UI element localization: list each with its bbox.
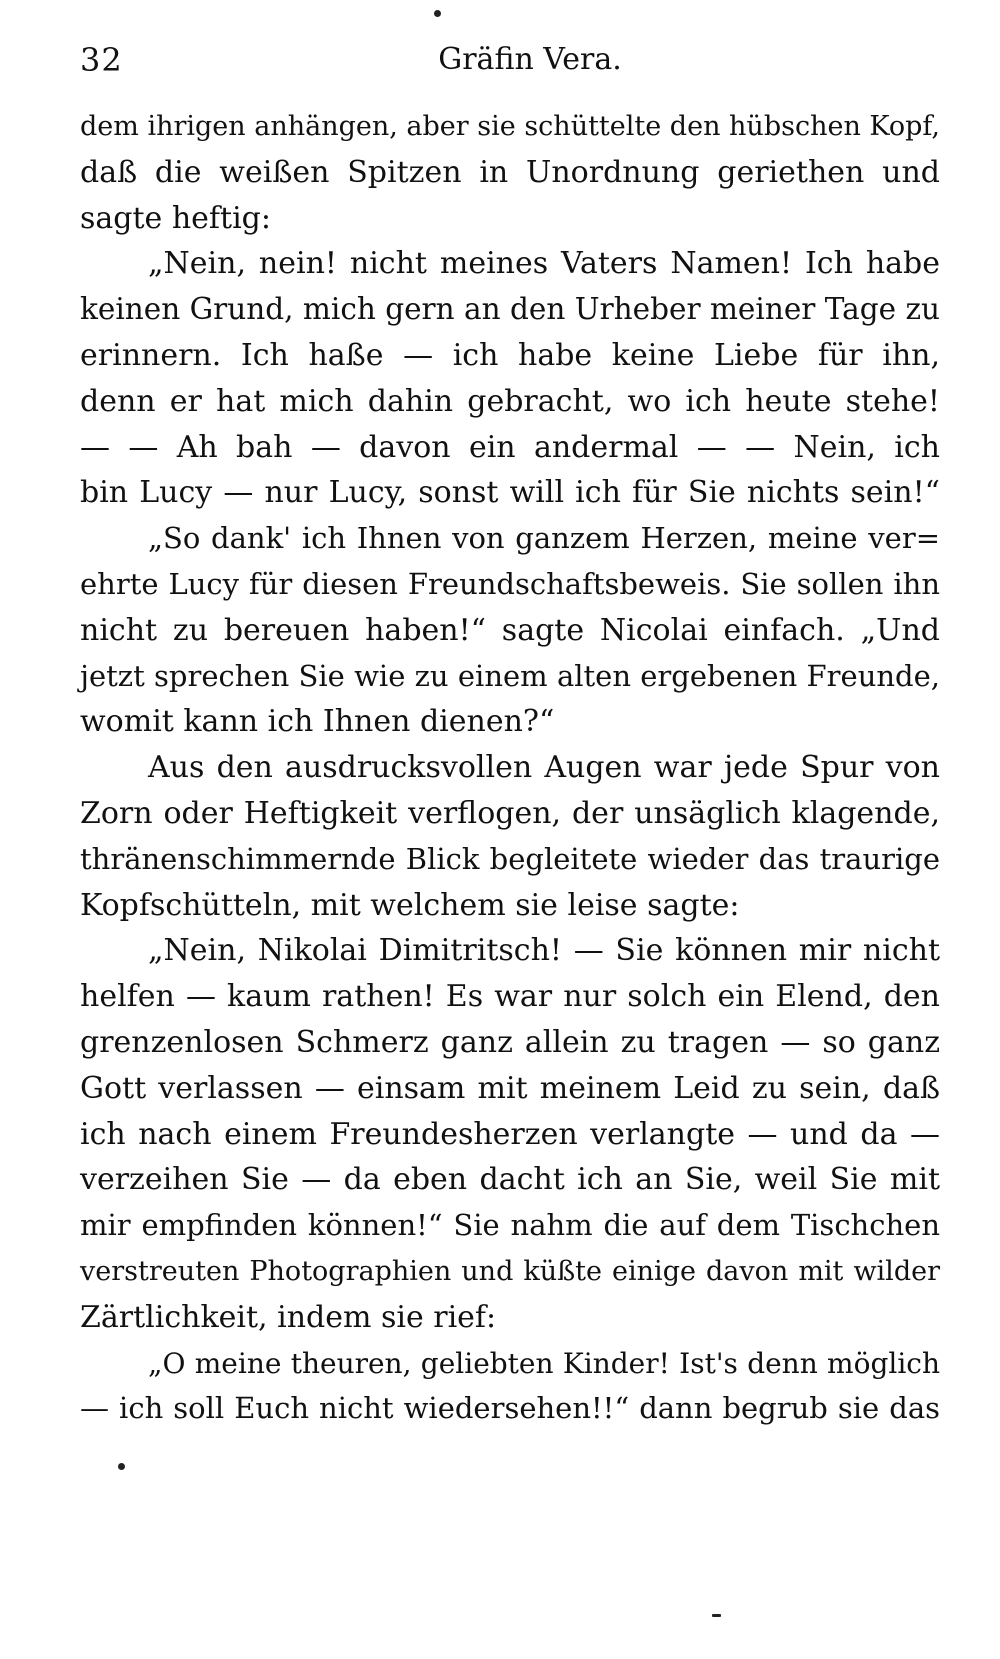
text-line: verstreuten Photographien und küßte einige davon mit wilder	[80, 1255, 940, 1287]
text-line: Zärtlichkeit, indem sie rief:	[80, 1299, 497, 1335]
text-line: — ich soll Euch nicht wiedersehen!!“ dann begrub sie das	[80, 1391, 940, 1426]
text-line: Gott verlassen — einsam mit meinem Leid zu sein, daß	[80, 1070, 940, 1106]
text-line: „Nein, Nikolai Dimitritsch! — Sie können mir nicht	[148, 933, 940, 969]
page-number: 32	[80, 41, 123, 79]
text-line: jetzt sprechen Sie wie zu einem alten ergebenen Freunde,	[80, 658, 940, 693]
page-header	[80, 38, 940, 82]
text-line: dem ihrigen anhängen, aber sie schüttelte den hübschen Kopf,	[80, 111, 941, 142]
text-line: „Nein, nein! nicht meines Vaters Namen! Ich habe	[148, 246, 940, 282]
text-line: denn er hat mich dahin gebracht, wo ich heute stehe!	[80, 383, 940, 419]
text-line: nicht zu bereuen haben!“ sagte Nicolai einfach. „Und	[80, 612, 940, 648]
text-line: „O meine theuren, geliebten Kinder! Ist's denn möglich	[148, 1346, 940, 1380]
text-line: bin Lucy — nur Lucy, sonst will ich für Sie nichts sein!“	[80, 475, 940, 511]
ink-speck	[712, 1614, 721, 1617]
text-line: grenzenlosen Schmerz ganz allein zu tragen — so ganz	[80, 1024, 940, 1060]
ink-speck	[434, 10, 441, 17]
text-line: Kopfschütteln, mit welchem sie leise sagte:	[80, 887, 740, 923]
text-line: „So dank' ich Ihnen von ganzem Herzen, meine ver=	[148, 521, 940, 556]
running-title: Gräfin Vera.	[438, 42, 622, 77]
text-line: helfen — kaum rathen! Es war nur solch ein Elend, den	[80, 979, 940, 1015]
text-line: erinnern. Ich haße — ich habe keine Liebe für ihn,	[80, 337, 940, 373]
body-text	[80, 104, 940, 1432]
text-line: Aus den ausdrucksvollen Augen war jede Spur von	[148, 750, 940, 786]
text-line: sagte heftig:	[80, 200, 271, 236]
text-line: — — Ah bah — davon ein andermal — — Nein, ich	[80, 429, 940, 465]
text-line: keinen Grund, mich gern an den Urheber meiner Tage zu	[80, 292, 940, 327]
text-line: womit kann ich Ihnen dienen?“	[80, 704, 555, 740]
text-line: ich nach einem Freundesherzen verlangte — und da —	[80, 1116, 940, 1152]
text-line: verzeihen Sie — da eben dacht ich an Sie, weil Sie mit	[80, 1162, 940, 1198]
text-line: mir empfinden können!“ Sie nahm die auf dem Tischchen	[80, 1208, 940, 1243]
text-line: daß die weißen Spitzen in Unordnung geriethen und	[80, 154, 940, 190]
text-line: Zorn oder Heftigkeit verflogen, der unsäglich klagende,	[80, 795, 940, 831]
ink-speck	[118, 1463, 125, 1470]
text-line: ehrte Lucy für diesen Freundschaftsbeweis. Sie sollen ihn	[80, 566, 940, 601]
text-line: thränenschimmernde Blick begleitete wieder das traurige	[80, 841, 940, 876]
